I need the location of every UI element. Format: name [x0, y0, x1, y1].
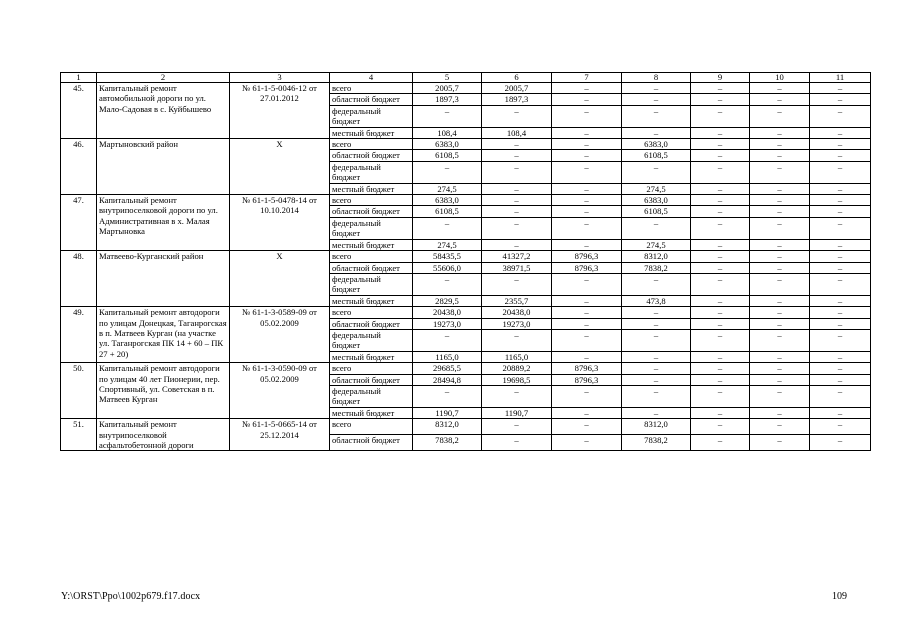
object-name: Матвеево-Курганский район [97, 251, 230, 307]
table-row [61, 251, 871, 262]
value-cell: 6383,0 [622, 195, 691, 206]
value-cell: 29685,5 [413, 363, 482, 374]
value-cell: – [482, 239, 552, 250]
value-cell: – [691, 206, 750, 217]
value-cell: – [810, 435, 871, 451]
value-cell: – [691, 363, 750, 374]
value-cell: – [810, 239, 871, 250]
value-cell: – [622, 273, 691, 295]
value-cell: – [691, 195, 750, 206]
value-cell: – [750, 273, 810, 295]
value-cell: – [750, 329, 810, 351]
value-cell: – [552, 83, 622, 94]
value-cell: – [691, 407, 750, 418]
value-cell: – [691, 435, 750, 451]
column-header-10: 10 [750, 73, 810, 83]
column-header-7: 7 [552, 73, 622, 83]
value-cell: – [810, 318, 871, 329]
funding-source: федеральный бюджет [330, 217, 413, 239]
value-cell: – [691, 318, 750, 329]
column-header-9: 9 [691, 73, 750, 83]
value-cell: – [691, 307, 750, 318]
expertise-document: № 61-1-3-0589-09 от 05.02.2009 [230, 307, 330, 363]
value-cell: – [622, 83, 691, 94]
value-cell: 6383,0 [413, 139, 482, 150]
value-cell: 6108,5 [413, 206, 482, 217]
value-cell: – [552, 217, 622, 239]
value-cell: 1190,7 [413, 407, 482, 418]
value-cell: 55606,0 [413, 262, 482, 273]
value-cell: 1897,3 [482, 94, 552, 105]
expertise-document: № 61-1-5-0046-12 от 27.01.2012 [230, 83, 330, 139]
value-cell: – [552, 150, 622, 161]
value-cell: – [810, 251, 871, 262]
value-cell: – [691, 351, 750, 362]
value-cell: – [482, 139, 552, 150]
value-cell: – [810, 374, 871, 385]
value-cell: 7838,2 [622, 435, 691, 451]
funding-source: областной бюджет [330, 318, 413, 329]
funding-source: федеральный бюджет [330, 273, 413, 295]
table-row [61, 139, 871, 150]
value-cell: – [482, 217, 552, 239]
value-cell: – [552, 139, 622, 150]
value-cell: – [622, 127, 691, 138]
value-cell: – [750, 94, 810, 105]
value-cell: 8796,3 [552, 251, 622, 262]
value-cell: – [750, 139, 810, 150]
value-cell: – [552, 161, 622, 183]
value-cell: 274,5 [622, 239, 691, 250]
value-cell: – [552, 206, 622, 217]
value-cell: – [810, 127, 871, 138]
column-header-8: 8 [622, 73, 691, 83]
value-cell: – [552, 385, 622, 407]
funding-source: всего [330, 251, 413, 262]
value-cell: – [552, 435, 622, 451]
value-cell: – [691, 161, 750, 183]
column-header-5: 5 [413, 73, 482, 83]
object-name: Капитальный ремонт внутрипоселковой асфальтобетонной дороги [97, 419, 230, 451]
value-cell: – [482, 105, 552, 127]
column-header-11: 11 [810, 73, 871, 83]
value-cell: – [552, 239, 622, 250]
value-cell: – [482, 195, 552, 206]
value-cell: 28494,8 [413, 374, 482, 385]
value-cell: 2829,5 [413, 295, 482, 306]
funding-source: всего [330, 195, 413, 206]
value-cell: – [750, 251, 810, 262]
value-cell: 8796,3 [552, 262, 622, 273]
value-cell: – [691, 239, 750, 250]
value-cell: 274,5 [622, 183, 691, 194]
funding-source: областной бюджет [330, 206, 413, 217]
value-cell: – [750, 363, 810, 374]
value-cell: – [482, 329, 552, 351]
value-cell: 6108,5 [622, 150, 691, 161]
funding-source: федеральный бюджет [330, 385, 413, 407]
funding-source: федеральный бюджет [330, 329, 413, 351]
value-cell: – [482, 161, 552, 183]
value-cell: – [552, 105, 622, 127]
expertise-document: Х [230, 139, 330, 195]
row-number: 46. [61, 139, 97, 195]
value-cell: – [413, 273, 482, 295]
value-cell: 274,5 [413, 183, 482, 194]
value-cell: – [810, 363, 871, 374]
funding-source: областной бюджет [330, 94, 413, 105]
value-cell: – [750, 435, 810, 451]
value-cell: – [691, 105, 750, 127]
value-cell: – [750, 407, 810, 418]
value-cell: – [691, 262, 750, 273]
value-cell: – [622, 329, 691, 351]
value-cell: – [750, 295, 810, 306]
value-cell: – [622, 407, 691, 418]
value-cell: – [413, 385, 482, 407]
funding-source: федеральный бюджет [330, 105, 413, 127]
value-cell: 8312,0 [622, 251, 691, 262]
value-cell: – [691, 295, 750, 306]
value-cell: – [691, 94, 750, 105]
value-cell: – [552, 407, 622, 418]
value-cell: – [750, 83, 810, 94]
value-cell: 1165,0 [413, 351, 482, 362]
value-cell: – [691, 183, 750, 194]
funding-source: местный бюджет [330, 239, 413, 250]
value-cell: – [691, 385, 750, 407]
value-cell: 20438,0 [482, 307, 552, 318]
value-cell: – [482, 273, 552, 295]
value-cell: – [691, 273, 750, 295]
value-cell: – [552, 307, 622, 318]
column-header-1: 1 [61, 73, 97, 83]
object-name: Капитальный ремонт автодороги по улицам Донецкая, Таганрогская в п. Матвеев Курган (на участке ул. Таганрогская ПК 14 + 60 – ПК 27 + 20) [97, 307, 230, 363]
row-number: 50. [61, 363, 97, 419]
table-row [61, 363, 871, 374]
value-cell: 19273,0 [413, 318, 482, 329]
value-cell: – [810, 385, 871, 407]
value-cell: – [622, 161, 691, 183]
expertise-document: № 61-1-3-0590-09 от 05.02.2009 [230, 363, 330, 419]
value-cell: – [691, 127, 750, 138]
value-cell: – [750, 385, 810, 407]
funding-source: федеральный бюджет [330, 161, 413, 183]
value-cell: – [750, 374, 810, 385]
value-cell: – [622, 217, 691, 239]
funding-source: областной бюджет [330, 262, 413, 273]
value-cell: 108,4 [482, 127, 552, 138]
funding-source: областной бюджет [330, 150, 413, 161]
funding-source: всего [330, 83, 413, 94]
value-cell: – [810, 195, 871, 206]
value-cell: 1897,3 [413, 94, 482, 105]
table-row [61, 419, 871, 435]
value-cell: – [750, 183, 810, 194]
value-cell: – [691, 217, 750, 239]
value-cell: 41327,2 [482, 251, 552, 262]
value-cell: – [810, 161, 871, 183]
table-row [61, 307, 871, 318]
funding-source: всего [330, 139, 413, 150]
value-cell: – [622, 351, 691, 362]
row-number: 47. [61, 195, 97, 251]
value-cell: – [691, 150, 750, 161]
value-cell: 8312,0 [413, 419, 482, 435]
object-name: Капитальный ремонт внутрипоселковой дороги по ул. Административная в х. Малая Мартыновка [97, 195, 230, 251]
value-cell: – [552, 318, 622, 329]
row-number: 48. [61, 251, 97, 307]
value-cell: 2005,7 [413, 83, 482, 94]
table-header-row [61, 73, 871, 83]
value-cell: – [810, 150, 871, 161]
value-cell: – [691, 139, 750, 150]
funding-table [60, 72, 871, 451]
value-cell: 2355,7 [482, 295, 552, 306]
funding-source: всего [330, 419, 413, 435]
value-cell: – [810, 407, 871, 418]
footer-page-number: 109 [832, 591, 847, 602]
value-cell: – [750, 217, 810, 239]
value-cell: – [552, 94, 622, 105]
expertise-document: № 61-1-5-0478-14 от 10.10.2014 [230, 195, 330, 251]
value-cell: – [750, 307, 810, 318]
value-cell: – [810, 217, 871, 239]
value-cell: – [750, 419, 810, 435]
value-cell: – [482, 385, 552, 407]
column-header-3: 3 [230, 73, 330, 83]
value-cell: 20889,2 [482, 363, 552, 374]
value-cell: – [750, 150, 810, 161]
expertise-document: Х [230, 251, 330, 307]
value-cell: 58435,5 [413, 251, 482, 262]
funding-source: всего [330, 363, 413, 374]
value-cell: – [413, 217, 482, 239]
value-cell: 6383,0 [622, 139, 691, 150]
value-cell: – [810, 83, 871, 94]
funding-source: местный бюджет [330, 407, 413, 418]
value-cell: 6108,5 [413, 150, 482, 161]
value-cell: – [750, 127, 810, 138]
value-cell: – [810, 206, 871, 217]
value-cell: 8312,0 [622, 419, 691, 435]
value-cell: – [552, 195, 622, 206]
value-cell: – [750, 105, 810, 127]
value-cell: – [691, 419, 750, 435]
value-cell: – [622, 318, 691, 329]
value-cell: – [622, 307, 691, 318]
value-cell: 38971,5 [482, 262, 552, 273]
value-cell: – [691, 329, 750, 351]
column-header-4: 4 [330, 73, 413, 83]
value-cell: – [552, 183, 622, 194]
value-cell: – [810, 295, 871, 306]
value-cell: – [810, 307, 871, 318]
value-cell: – [810, 105, 871, 127]
value-cell: – [750, 262, 810, 273]
value-cell: – [482, 419, 552, 435]
value-cell: – [810, 273, 871, 295]
value-cell: – [622, 374, 691, 385]
row-number: 49. [61, 307, 97, 363]
value-cell: 1190,7 [482, 407, 552, 418]
value-cell: 6108,5 [622, 206, 691, 217]
value-cell: 1165,0 [482, 351, 552, 362]
funding-source: местный бюджет [330, 183, 413, 194]
value-cell: – [810, 183, 871, 194]
value-cell: – [482, 183, 552, 194]
value-cell: – [750, 239, 810, 250]
value-cell: 20438,0 [413, 307, 482, 318]
value-cell: – [552, 351, 622, 362]
value-cell: – [691, 251, 750, 262]
value-cell: – [482, 150, 552, 161]
footer-file-path: Y:\ORST\Ppo\1002p679.f17.docx [61, 591, 201, 602]
value-cell: – [622, 385, 691, 407]
funding-source: местный бюджет [330, 295, 413, 306]
value-cell: – [691, 83, 750, 94]
value-cell: – [413, 105, 482, 127]
funding-source: всего [330, 307, 413, 318]
value-cell: – [552, 329, 622, 351]
value-cell: – [552, 419, 622, 435]
value-cell: – [810, 351, 871, 362]
value-cell: – [622, 363, 691, 374]
value-cell: – [810, 262, 871, 273]
funding-source: местный бюджет [330, 351, 413, 362]
value-cell: – [810, 139, 871, 150]
column-header-2: 2 [97, 73, 230, 83]
value-cell: – [750, 195, 810, 206]
value-cell: – [810, 329, 871, 351]
value-cell: – [810, 94, 871, 105]
value-cell: – [622, 94, 691, 105]
value-cell: 7838,2 [413, 435, 482, 451]
value-cell: – [552, 295, 622, 306]
value-cell: – [552, 273, 622, 295]
value-cell: 19273,0 [482, 318, 552, 329]
value-cell: 108,4 [413, 127, 482, 138]
expertise-document: № 61-1-5-0665-14 от 25.12.2014 [230, 419, 330, 451]
table-row [61, 83, 871, 94]
value-cell: 8796,3 [552, 374, 622, 385]
value-cell: – [691, 374, 750, 385]
value-cell: 473,8 [622, 295, 691, 306]
value-cell: 7838,2 [622, 262, 691, 273]
value-cell: 19698,5 [482, 374, 552, 385]
funding-source: областной бюджет [330, 435, 413, 451]
value-cell: 6383,0 [413, 195, 482, 206]
value-cell: 2005,7 [482, 83, 552, 94]
object-name: Капитальный ремонт автомобильной дороги по ул. Мало-Садовая в с. Куйбышево [97, 83, 230, 139]
value-cell: – [750, 161, 810, 183]
value-cell: – [750, 351, 810, 362]
funding-source: областной бюджет [330, 374, 413, 385]
row-number: 45. [61, 83, 97, 139]
value-cell: – [750, 318, 810, 329]
value-cell: 8796,3 [552, 363, 622, 374]
value-cell: – [413, 161, 482, 183]
value-cell: – [552, 127, 622, 138]
value-cell: – [413, 329, 482, 351]
object-name: Мартыновский район [97, 139, 230, 195]
value-cell: – [810, 419, 871, 435]
row-number: 51. [61, 419, 97, 451]
value-cell: – [750, 206, 810, 217]
value-cell: 274,5 [413, 239, 482, 250]
value-cell: – [482, 206, 552, 217]
funding-source: местный бюджет [330, 127, 413, 138]
value-cell: – [482, 435, 552, 451]
object-name: Капитальный ремонт автодороги по улицам 40 лет Пионерии, пер. Спортивный, ул. Советская в п. Матвеев Курган [97, 363, 230, 419]
column-header-6: 6 [482, 73, 552, 83]
value-cell: – [622, 105, 691, 127]
table-row [61, 195, 871, 206]
